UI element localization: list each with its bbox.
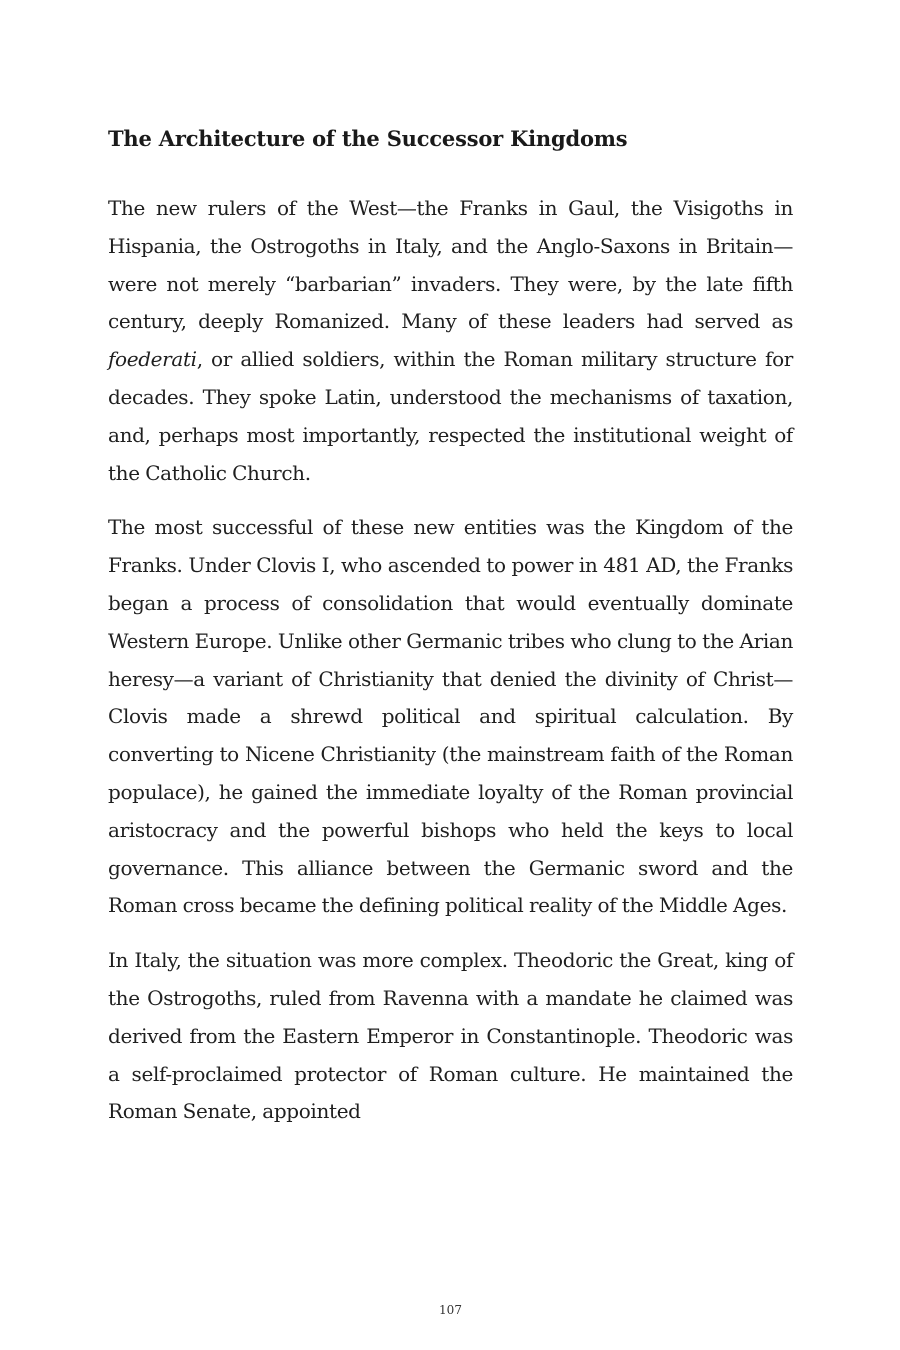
body-text bbox=[108, 190, 793, 1148]
paragraph-1-text-b: , or allied soldiers, within the Roman military structure for decades. They spoke Latin, understood the mechanisms of taxation, and, perhaps most importantly, respected the institutional weight of the Catholic Church. bbox=[108, 347, 793, 485]
paragraph-1 bbox=[108, 190, 793, 492]
paragraph-1-text-a: The new rulers of the West—the Franks in Gaul, the Visigoths in Hispania, the Ostrogoths in Italy, and the Anglo-Saxons in Britain—were not merely “barbarian” invaders. They were, by the late fifth century, deeply Romanized. Many of these leaders had served as bbox=[108, 196, 793, 334]
page-number: 107 bbox=[439, 1303, 462, 1317]
book-page bbox=[108, 0, 793, 1350]
paragraph-1-italic-term: foederati bbox=[108, 347, 197, 372]
paragraph-2: The most successful of these new entities was the Kingdom of the Franks. Under Clovis I, who ascended to power in 481 AD, the Franks began a process of consolidation that would eventually dominate Western Europe. Unlike other Germanic tribes who clung to the Arian heresy—a variant of Christianity that denied the divinity of Christ—Clovis made a shrewd political and spiritual calculation. By converting to Nicene Christianity (the mainstream faith of the Roman populace), he gained the immediate loyalty of the Roman provincial aristocracy and the powerful bishops who held the keys to local governance. This alliance between the Germanic sword and the Roman cross became the defining political reality of the Middle Ages. bbox=[108, 515, 793, 918]
section-heading: The Architecture of the Successor Kingdoms bbox=[108, 126, 628, 151]
paragraph-3: In Italy, the situation was more complex. Theodoric the Great, king of the Ostrogoths, ruled from Ravenna with a mandate he claimed was derived from the Eastern Emperor in Constantinople. Theodoric was a self-proclaimed protector of Roman culture. He maintained the Roman Senate, appointed bbox=[108, 948, 793, 1124]
